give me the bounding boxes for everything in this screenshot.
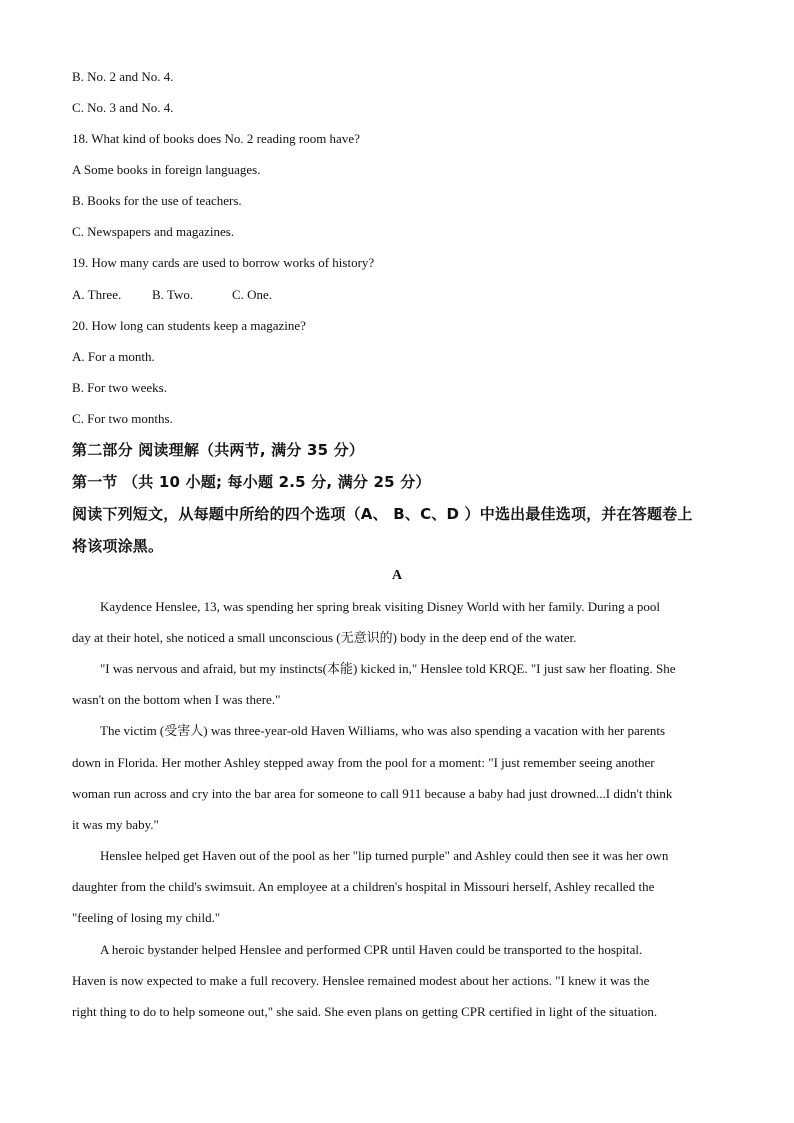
q19-option-b: B. Two. [152, 287, 194, 302]
q20-stem: 20. How long can students keep a magazine? [72, 318, 306, 333]
passage-line: "I was nervous and afraid, but my instincts(本能) kicked in," Henslee told KRQE. "I just saw her floating. She [100, 661, 676, 676]
passage-line: "feeling of losing my child." [72, 910, 221, 925]
section-subtitle: 第一节 （共 10 小题; 每小题 2.5 分, 满分 25 分） [72, 473, 431, 491]
q19-options [72, 287, 732, 303]
q19-option-a: A. Three. [72, 287, 122, 302]
q20-option-a: A. For a month. [72, 349, 155, 364]
passage-line: The victim (受害人) was three-year-old Haven Williams, who was also spending a vacation with her parents [100, 723, 666, 738]
instruction-line-2: 将该项涂黑。 [72, 537, 164, 555]
q18-option-b: B. Books for the use of teachers. [72, 193, 242, 208]
passage-line: daughter from the child's swimsuit. An employee at a children's hospital in Missouri herself, Ashley recalled the [72, 879, 655, 894]
passage-line: woman run across and cry into the bar area for someone to call 911 because a baby had just drowned...I didn't think [72, 786, 673, 801]
part-title: 第二部分 阅读理解（共两节, 满分 35 分） [72, 441, 365, 459]
q20-option-c: C. For two months. [72, 411, 173, 426]
q17-option-c: C. No. 3 and No. 4. [72, 100, 174, 115]
passage-line: wasn't on the bottom when I was there." [72, 692, 281, 707]
passage-line: day at their hotel, she noticed a small unconscious (无意识的) body in the deep end of the water. [72, 630, 577, 645]
passage-line: A heroic bystander helped Henslee and performed CPR until Haven could be transported to the hospital. [100, 942, 643, 957]
passage-line: Henslee helped get Haven out of the pool as her "lip turned purple" and Ashley could then see it was her own [100, 848, 669, 863]
passage-line: it was my baby." [72, 817, 159, 832]
q19-stem: 19. How many cards are used to borrow works of history? [72, 255, 375, 270]
instruction-line-1: 阅读下列短文，从每题中所给的四个选项（A、 B、C、D ）中选出最佳选项，并在答题卷上 [72, 505, 693, 523]
passage-line: right thing to do to help someone out," she said. She even plans on getting CPR certified in light of the situation. [72, 1004, 658, 1019]
q18-stem: 18. What kind of books does No. 2 reading room have? [72, 131, 360, 146]
q18-option-a: A Some books in foreign languages. [72, 162, 261, 177]
q18-option-c: C. Newspapers and magazines. [72, 224, 235, 239]
passage-line: Kaydence Henslee, 13, was spending her spring break visiting Disney World with her family. During a pool [100, 599, 660, 614]
passage-title: A [391, 568, 403, 583]
q19-option-c: C. One. [232, 287, 273, 302]
passage-line: Haven is now expected to make a full recovery. Henslee remained modest about her actions. "I knew it was the [72, 973, 650, 988]
q17-option-b: B. No. 2 and No. 4. [72, 69, 174, 84]
passage-line: down in Florida. Her mother Ashley stepped away from the pool for a moment: "I just remember seeing another [72, 755, 655, 770]
q20-option-b: B. For two weeks. [72, 380, 167, 395]
